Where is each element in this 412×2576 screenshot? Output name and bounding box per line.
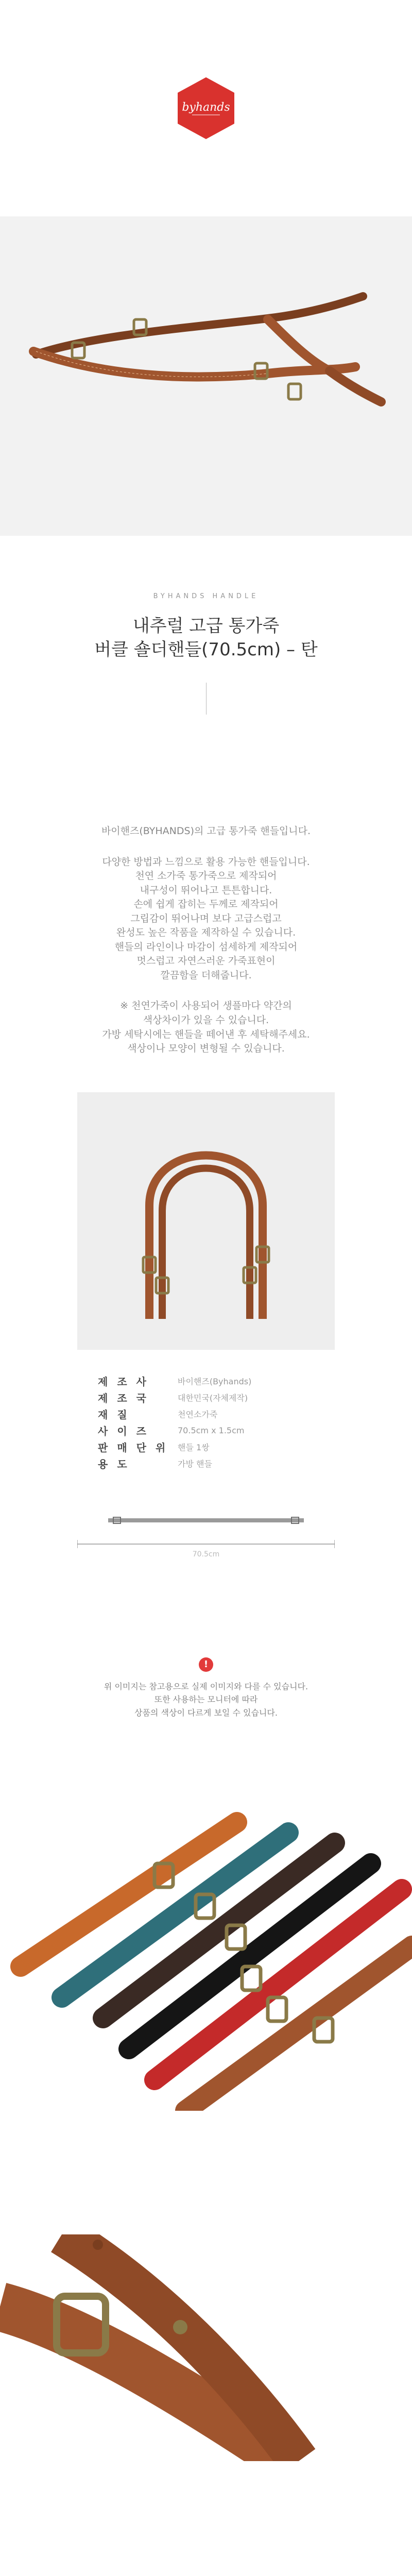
spec-row bbox=[98, 1439, 314, 1455]
brand-subtitle: BYHANDS HANDLE bbox=[153, 592, 259, 600]
description-line: 깔끔함을 더해줍니다. bbox=[160, 969, 252, 981]
warning-icon: ! bbox=[199, 1657, 213, 1672]
spec-label: 제조사 bbox=[98, 1376, 156, 1388]
spec-section bbox=[0, 1092, 412, 1580]
strap-overview-illustration bbox=[0, 216, 412, 536]
color-variants-illustration bbox=[0, 1802, 412, 2111]
notice-section bbox=[0, 1657, 412, 1720]
spec-table bbox=[98, 1373, 314, 1472]
strap-loop-illustration bbox=[77, 1092, 335, 1350]
logo-section bbox=[0, 0, 412, 216]
description-line: 멋스럽고 자연스러운 가죽표현이 bbox=[136, 955, 276, 967]
description-section bbox=[0, 824, 412, 1056]
svg-text:byhands: byhands bbox=[182, 101, 230, 114]
spec-value: 바이핸즈(Byhands) bbox=[178, 1377, 252, 1387]
caution-line: ※ 천연가죽이 사용되어 생플마다 약간의 bbox=[120, 1000, 292, 1012]
notice-line: 위 이미지는 참고용으로 실제 이미지와 다를 수 있습니다. bbox=[104, 1681, 308, 1691]
spec-row bbox=[98, 1373, 314, 1389]
description-line: 핸들의 라인이나 마감이 섬세하게 제작되어 bbox=[114, 941, 298, 953]
strap-dimension-illustration bbox=[77, 1508, 335, 1580]
notice-line: 상품의 색상이 다르게 보일 수 있습니다. bbox=[134, 1707, 278, 1718]
buckle-icon bbox=[288, 384, 301, 399]
spec-label: 판매단위 bbox=[98, 1442, 175, 1454]
description-line: 완성도 높은 작품을 제작하실 수 있습니다. bbox=[116, 927, 296, 939]
spec-label: 용도 bbox=[98, 1458, 136, 1471]
spec-value: 가방 핸들 bbox=[178, 1459, 212, 1469]
spec-row bbox=[98, 1389, 314, 1406]
brand-logo bbox=[173, 75, 239, 142]
caution-line: 색상이나 모양이 변형될 수 있습니다. bbox=[127, 1043, 285, 1055]
color-variants-photo bbox=[0, 1802, 412, 2111]
dimension-diagram bbox=[77, 1508, 335, 1580]
spec-value: 천연소가죽 bbox=[178, 1410, 218, 1420]
description-line: 그립감이 뛰어나며 보다 고급스럽고 bbox=[130, 912, 282, 924]
spec-value: 핸들 1쌍 bbox=[178, 1443, 210, 1453]
spec-label: 제조국 bbox=[98, 1392, 156, 1405]
description-line: 다양한 방법과 느낌으로 활용 가능한 핸들입니다. bbox=[102, 856, 310, 868]
product-photo-small bbox=[77, 1092, 335, 1350]
spec-value: 대한민국(자체제작) bbox=[178, 1393, 248, 1403]
dimension-label: 70.5cm bbox=[192, 1550, 220, 1558]
description-line: 내구성이 뛰어나고 튼튼합니다. bbox=[140, 884, 272, 896]
hero-product-image bbox=[0, 216, 412, 536]
notice-line: 또한 사용하는 모니터에 따라 bbox=[154, 1694, 258, 1705]
caution-line: 가방 세탁시에는 핸들을 떼어낸 후 세탁해주세요. bbox=[102, 1028, 310, 1040]
spec-value: 70.5cm x 1.5cm bbox=[178, 1426, 245, 1436]
spec-label: 사이즈 bbox=[98, 1425, 156, 1438]
divider-line bbox=[206, 683, 207, 715]
description-line: 천연 소가죽 통가죽으로 제작되어 bbox=[135, 870, 277, 882]
description-line: 손에 쉽게 잡히는 두께로 제작되어 bbox=[133, 899, 279, 910]
buckle-closeup-illustration bbox=[0, 2234, 412, 2461]
title-section bbox=[0, 536, 412, 855]
spec-row bbox=[98, 1422, 314, 1439]
spec-row bbox=[98, 1455, 314, 1472]
product-title-line1: 내추럴 고급 통가죽 bbox=[132, 616, 280, 636]
description-intro: 바이핸즈(BYHANDS)의 고급 통가죽 핸들입니다. bbox=[101, 825, 311, 837]
spec-label: 재질 bbox=[98, 1409, 136, 1421]
buckle-closeup-photo bbox=[0, 2234, 412, 2461]
caution-line: 색상차이가 있을 수 있습니다. bbox=[143, 1014, 269, 1026]
product-title-line2: 버클 숄더핸들(70.5cm) – 탄 bbox=[94, 639, 318, 660]
spec-row bbox=[98, 1406, 314, 1422]
